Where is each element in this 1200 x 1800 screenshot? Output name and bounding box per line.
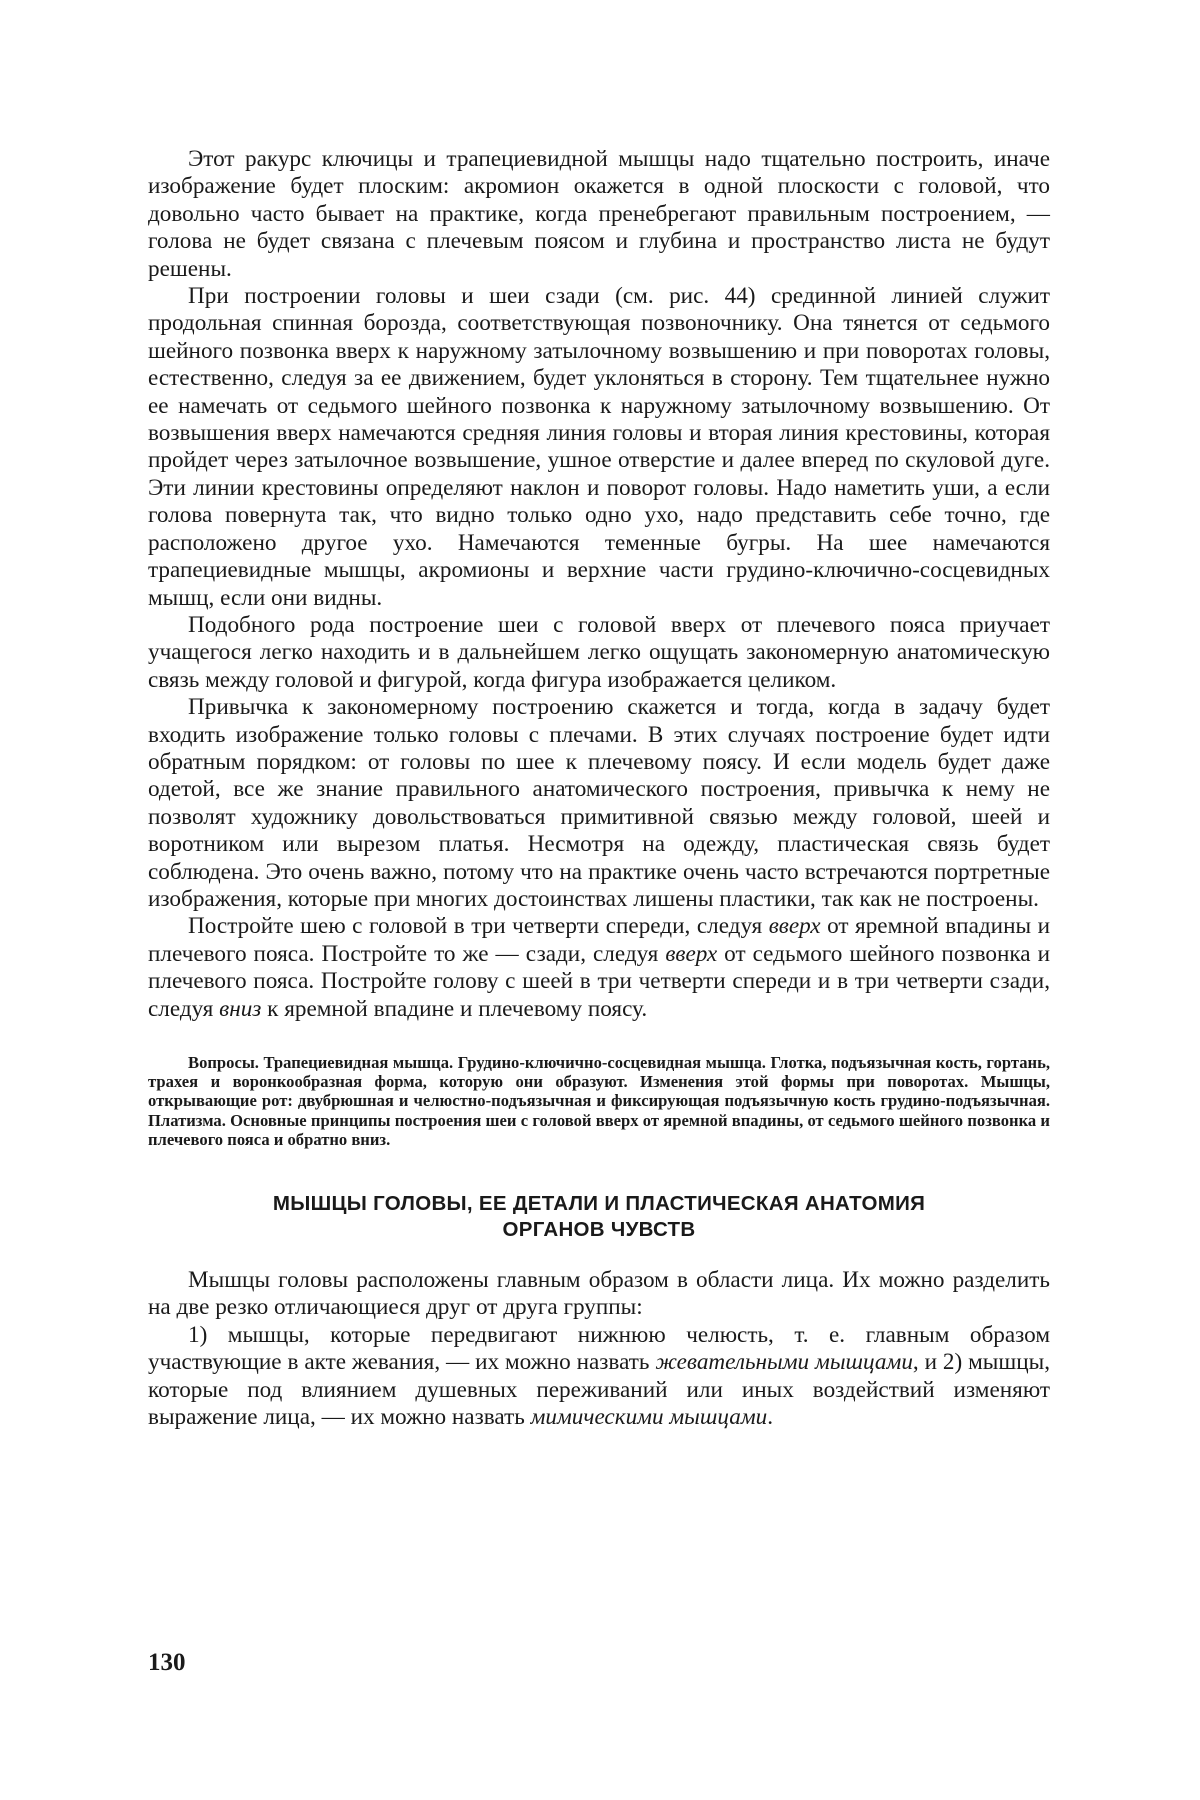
page-body bbox=[148, 146, 1050, 1431]
paragraph-head-neck-back: При построении головы и шеи сзади (см. рис. 44) срединной линией служит продольная спинная борозда, соответствующая позвоночнику. Она тянется от седьмого шейного позвонка вверх к наружному затылочному возвышению и при поворотах головы, естественно, следуя за ее движением, будет уклоняться в сторону. Тем тщательнее нужно ее намечать от седьмого шейного позвонка к наружному затылочному возвышению. От возвышения вверх намечаются средняя линия головы и вторая линия крестовины, которая пройдет через затылочное возвышение, ушное отверстие и далее вперед по скуловой дуге. Эти линии крестовины определяют наклон и поворот головы. Надо наметить уши, а если голова повернута так, что видно только одно ухо, надо представить себе точно, где расположено другое ухо. Намечаются теменные бугры. На шее намечаются трапециевидные мышцы, акромионы и верхние части грудино-ключично-сосцевидных мышц, если они видны. bbox=[148, 283, 1050, 611]
text-run: к яремной впадине и плечевому поясу. bbox=[261, 995, 648, 1022]
text-run: от седьмого шейного позвонка и плечевого пояса. Постройте голову с шеей в три четверти спереди и в три четверти сзади, следуя bbox=[148, 940, 1050, 1022]
paragraph-muscle-groups bbox=[148, 1322, 1050, 1432]
section-heading-line: ОРГАНОВ ЧУВСТВ bbox=[502, 1218, 696, 1242]
text-run: . bbox=[767, 1404, 774, 1431]
paragraph-regular-construction: Привычка к закономерному построению скажется и тогда, когда в задачу будет входить изображение только головы с плечами. В этих случаях построение будет идти обратным порядком: от головы по шее к плечевому поясу. И если модель будет даже одетой, все же знание правильного анатомического построения, привычка к нему не позволят художнику довольствоваться примитивной связью между головой, шеей и воротником или вырезом платья. Несмотря на одежду, пластическая связь будет соблюдена. Это очень важно, потому что на практике очень часто встречаются портретные изображения, которые при многих достоинствах лишены пластики, так как не построены. bbox=[148, 694, 1050, 912]
section-heading bbox=[148, 1191, 1050, 1243]
page-number: 130 bbox=[148, 1649, 186, 1676]
text-run: 1) мышцы, которые передвигают нижнюю челюсть, т. е. главным образом участвующие в акте жевания, — их можно назвать bbox=[148, 1321, 1050, 1376]
emphasis-mimic: мимическими мышцами bbox=[530, 1404, 768, 1431]
text-run: , и 2) мышцы, которые под влиянием душевных переживаний или иных воздействий изменяют выражение лица, — их можно назвать bbox=[148, 1349, 1051, 1431]
text-run: от яремной впадины и плечевого пояса. Постройте то же — сзади, следуя bbox=[148, 913, 1050, 967]
section-heading-line: МЫШЦЫ ГОЛОВЫ, ЕЕ ДЕТАЛИ И ПЛАСТИЧЕСКАЯ АНАТОМИЯ bbox=[272, 1192, 926, 1216]
emphasis-down: вниз bbox=[219, 995, 262, 1022]
emphasis-masticatory: жевательными мышцами bbox=[655, 1349, 913, 1376]
paragraph-exercises bbox=[148, 913, 1050, 1023]
emphasis-up: вверх bbox=[665, 940, 718, 967]
text-run: Постройте шею с головой в три четверти спереди, следуя bbox=[188, 913, 769, 940]
paragraph-head-muscles-intro: Мышцы головы расположены главным образом в области лица. Их можно разделить на две резко отличающиеся друг от друга группы: bbox=[148, 1267, 1050, 1321]
paragraph-construction-habit: Подобного рода построение шеи с головой вверх от плечевого пояса приучает учащегося легко находить и в дальнейшем легко ощущать закономерную анатомическую связь между головой и фигурой, когда фигура изображается целиком. bbox=[148, 611, 1050, 693]
paragraph-clavicle-foreshortening: Этот ракурс ключицы и трапециевидной мышцы надо тщательно построить, иначе изображение будет плоским: акромион окажется в одной плоскости с головой, что довольно часто бывает на практике, когда пренебрегают правильным построением, — голова не будет связана с плечевым поясом и глубина и пространство листа не будут решены. bbox=[148, 146, 1050, 282]
review-questions: Вопросы. Трапециевидная мышца. Грудино-ключично-сосцевидная мышца. Глотка, подъязычная кость, гортань, трахея и воронкообразная форма, которую они образуют. Изменения этой формы при поворотах. Мышцы, открывающие рот: двубрюшная и челюстно-подъязычная и фиксирующая подъязычную кость грудино-подъязычная. Платизма. Основные принципы построения шеи с головой вверх от яремной впадины, от седьмого шейного позвонка и плечевого пояса и обратно вниз. bbox=[148, 1053, 1050, 1149]
emphasis-up: вверх bbox=[768, 913, 821, 940]
